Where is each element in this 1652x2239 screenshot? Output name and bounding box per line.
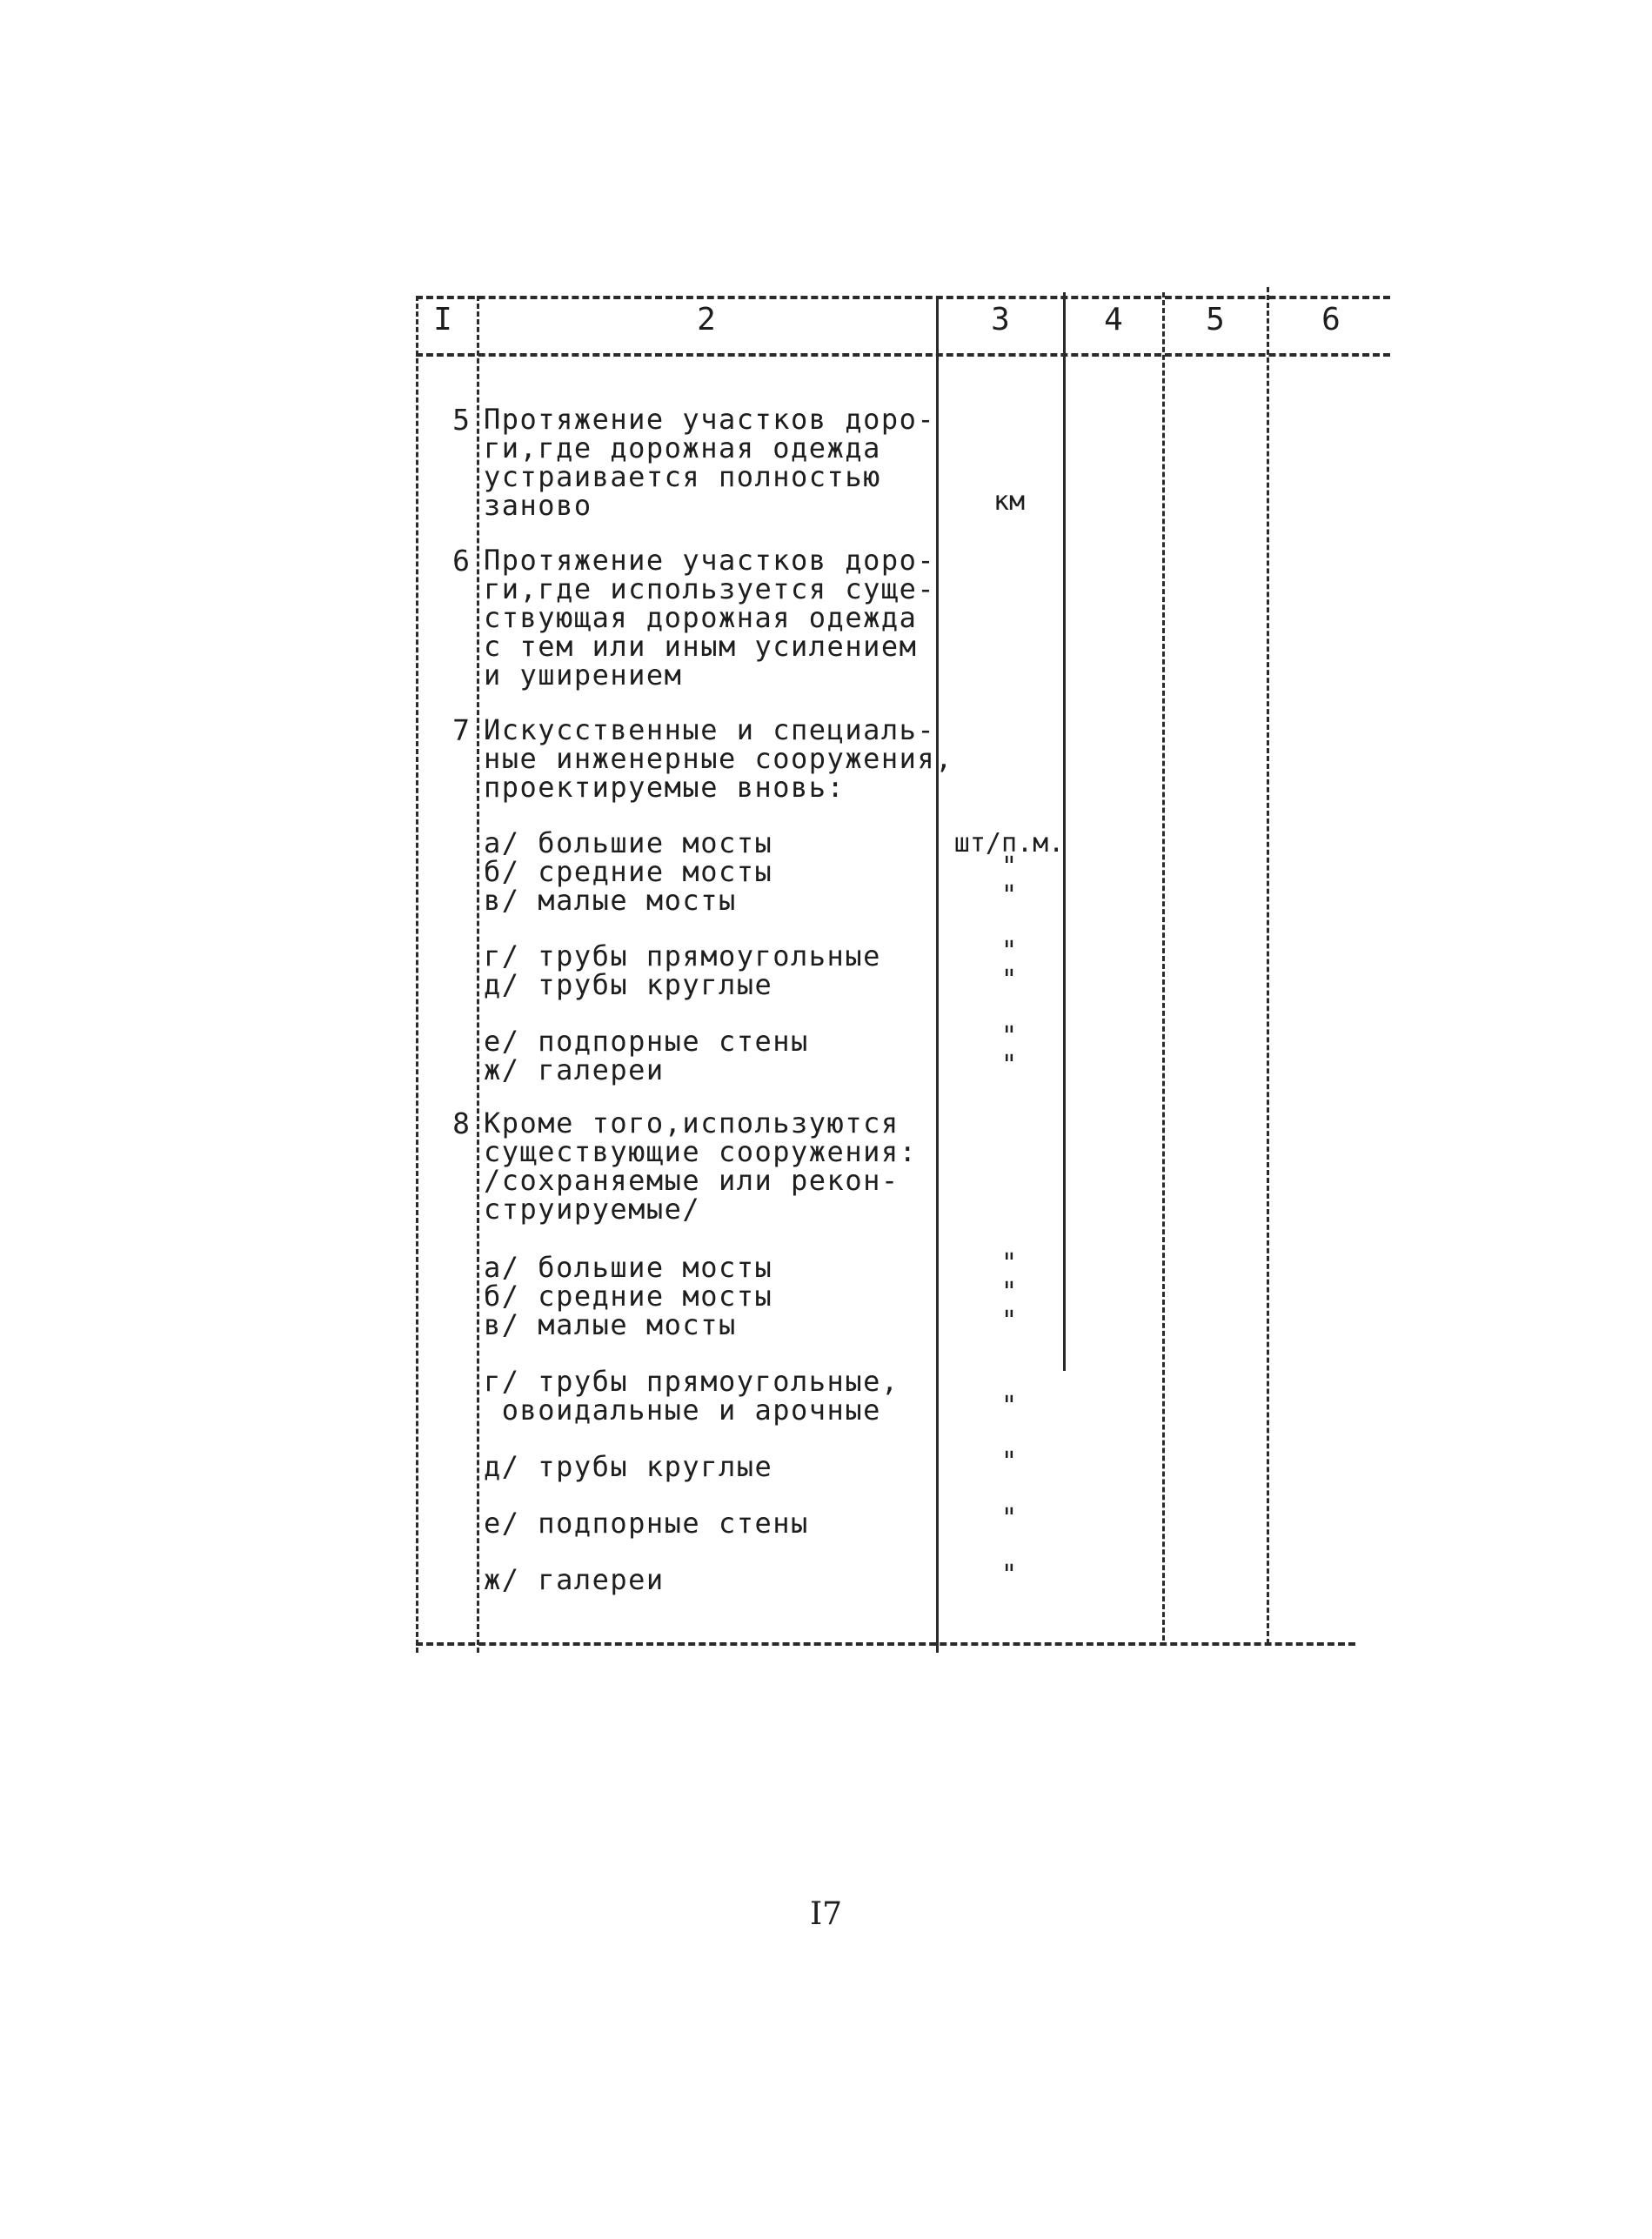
unit-cell: км	[993, 486, 1026, 517]
row-text-line: д/ трубы круглые	[484, 1450, 773, 1483]
row-text-line: ги,где используется суще-	[484, 572, 936, 605]
row-text-line: заново	[484, 489, 592, 522]
unit-cell: "	[1000, 1050, 1018, 1080]
row-text-line: а/ большие мосты	[484, 1251, 773, 1284]
unit-cell: "	[1000, 1560, 1018, 1590]
row-text-line: Кроме того,используются	[484, 1106, 900, 1140]
row-number: 5	[452, 403, 470, 437]
unit-cell: "	[1000, 1306, 1018, 1336]
page-number: I7	[809, 1896, 843, 1932]
row-text-line: струируемые/	[484, 1193, 701, 1226]
header-cell-2: 2	[697, 302, 716, 338]
row-text-line: существующие сооружения:	[484, 1135, 918, 1168]
row-number: 7	[452, 713, 470, 747]
row-text-line: ствующая дорожная одежда	[484, 601, 918, 634]
row-text-line: г/ трубы прямоугольные,	[484, 1365, 900, 1398]
row-text-line: Протяжение участков доро-	[484, 403, 936, 436]
row-text-line: Искусственные и специаль-	[484, 713, 936, 746]
table-top-rule	[416, 296, 1390, 299]
header-bottom-rule	[416, 353, 1390, 357]
row-text-line: б/ средние мосты	[484, 1280, 773, 1313]
column-divider-5-6	[1267, 287, 1269, 1644]
row-text-line: ги,где дорожная одежда	[484, 431, 881, 465]
row-text-line: ж/ галереи	[484, 1563, 665, 1596]
row-text-line: е/ подпорные стены	[484, 1507, 809, 1540]
unit-cell: "	[1000, 965, 1018, 995]
row-text-line: е/ подпорные стены	[484, 1025, 809, 1058]
unit-cell: "	[1000, 1503, 1018, 1534]
row-text-line: б/ средние мосты	[484, 855, 773, 888]
row-text-line: Протяжение участков доро-	[484, 544, 936, 577]
row-text-line: с тем или иным усилением	[484, 630, 918, 663]
row-text-line: /сохраняемые или рекон-	[484, 1164, 900, 1197]
column-divider-4-5	[1162, 292, 1165, 1641]
unit-cell: "	[1000, 1021, 1018, 1052]
row-text-line: д/ трубы круглые	[484, 968, 773, 1001]
row-number: 8	[452, 1106, 470, 1140]
row-text-line: в/ малые мосты	[484, 884, 737, 917]
header-cell-4: 4	[1104, 302, 1123, 338]
unit-cell: "	[1000, 852, 1018, 882]
row-text-line: устраивается полностью	[484, 460, 881, 493]
unit-cell: "	[1000, 1248, 1018, 1279]
header-cell-1: I	[433, 302, 452, 338]
table-bottom-rule	[416, 1642, 1355, 1646]
row-text-line: в/ малые мосты	[484, 1308, 737, 1341]
row-text-line: проектируемые вновь:	[484, 771, 846, 804]
column-divider-2-3	[936, 296, 939, 1653]
unit-cell: "	[1000, 1277, 1018, 1307]
table-left-border	[416, 296, 418, 1653]
row-text-line: и уширением	[484, 658, 683, 692]
row-text-line: овоидальные и арочные	[484, 1394, 881, 1427]
unit-cell: "	[1000, 1447, 1018, 1477]
unit-cell: "	[1000, 1391, 1018, 1421]
row-text-line: а/ большие мосты	[484, 826, 773, 859]
row-text-line: ж/ галереи	[484, 1053, 665, 1086]
unit-cell: "	[1000, 880, 1018, 911]
unit-cell: "	[1000, 936, 1018, 966]
column-divider-1-2	[477, 296, 479, 1653]
header-cell-5: 5	[1206, 302, 1225, 338]
row-number: 6	[452, 544, 470, 578]
header-cell-3: 3	[991, 302, 1010, 338]
row-text-line: ные инженерные сооружения,	[484, 742, 953, 775]
header-cell-6: 6	[1321, 302, 1341, 338]
row-text-line: г/ трубы прямоугольные	[484, 939, 881, 972]
unit-cell: шт/п.м.	[953, 828, 1065, 859]
